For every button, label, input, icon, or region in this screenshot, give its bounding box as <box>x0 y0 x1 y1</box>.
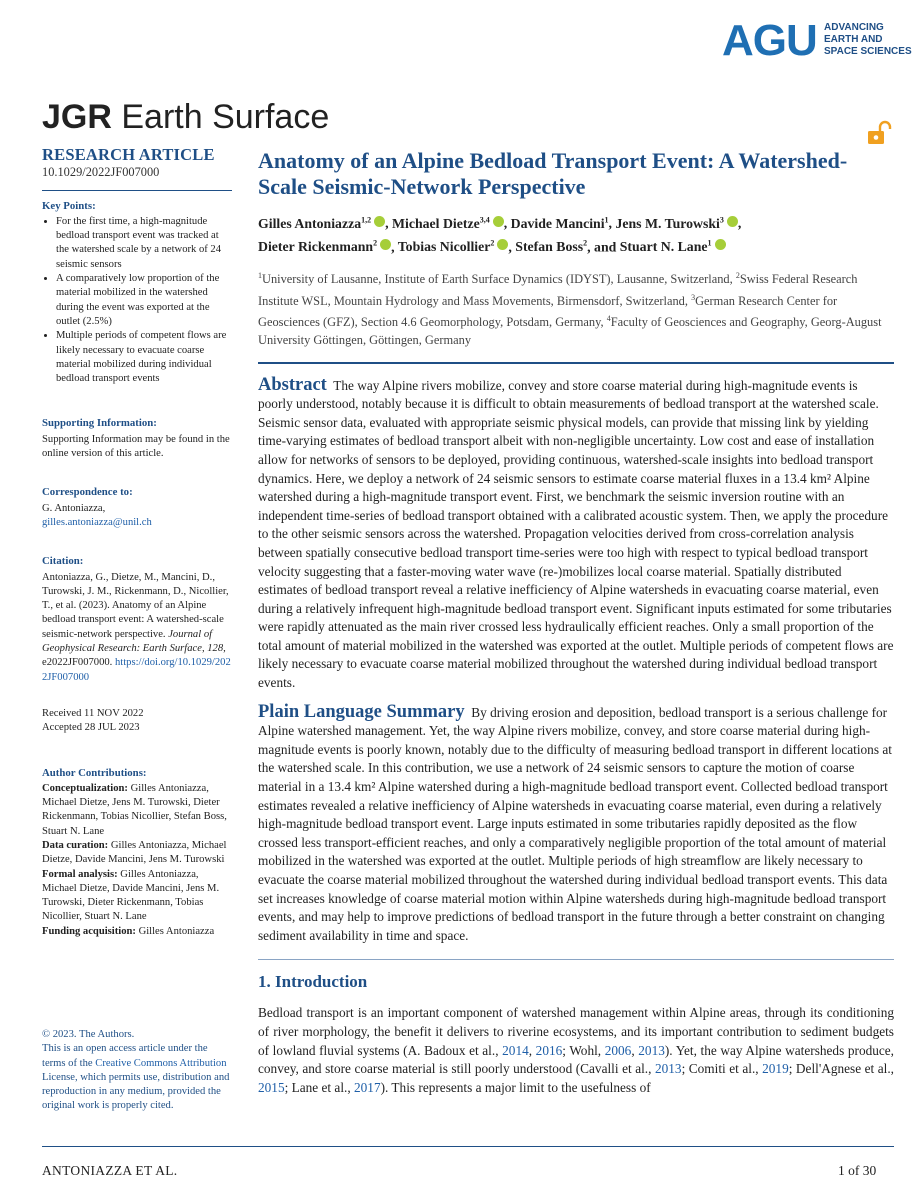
affiliation-number: 2 <box>735 271 740 281</box>
contribution-names: Gilles Antoniazza <box>138 925 215 937</box>
author[interactable] <box>511 216 609 231</box>
orcid-icon[interactable] <box>493 216 504 227</box>
author[interactable] <box>392 216 504 231</box>
author[interactable] <box>258 216 385 231</box>
header-divider <box>258 362 894 364</box>
contribution-names: Gilles Antoniazza, Michael Dietze, Jens M. Turowski, Dieter Rickenmann, Tobias Nicollier, Stefan Boss, Stuart N. Lane <box>42 782 227 837</box>
citation-doi-link[interactable]: https://doi.org/10.1029/2022JF007000 <box>42 657 231 683</box>
author-name: Tobias Nicollier <box>397 239 491 255</box>
license-link[interactable]: Creative Commons Attribution <box>95 1057 227 1069</box>
introduction-text: , <box>631 1042 639 1058</box>
introduction-heading: 1. Introduction <box>258 972 368 992</box>
introduction-text: ; Comiti et al., <box>681 1061 763 1077</box>
correspondence-name: G. Antoniazza, <box>42 502 106 514</box>
agu-tagline <box>824 22 914 58</box>
key-point: • Multiple periods of competent flows are likely necessary to evacuate coarse material mobilized during individual bedload transport events <box>56 329 232 386</box>
contribution-item <box>42 868 232 925</box>
contribution-role: Conceptualization: <box>42 782 128 794</box>
license-notice <box>42 1028 232 1114</box>
agu-logo-text: AGU <box>722 16 817 65</box>
orcid-icon[interactable] <box>374 216 385 227</box>
contribution-item <box>42 925 232 939</box>
citation-link[interactable]: 2006 <box>604 1042 632 1058</box>
correspondence-heading: Correspondence to: <box>42 486 133 499</box>
citation-link[interactable]: 2019 <box>762 1061 789 1077</box>
introduction-text: Bedload transport is an important component of watershed management within Alpine areas, through its conditioning of river morphology, the benefit it delivers to riverine ecosystems, and its important contribution to sediment budgets of lowland fluvial systems (A. Badoux et al., <box>258 1005 894 1058</box>
author-name: Gilles Antoniazza <box>258 215 362 231</box>
license-text: License, which permits use, distribution and reproduction in any medium, provided the original work is properly cited. <box>42 1071 230 1112</box>
agu-logo <box>720 14 910 74</box>
contribution-names: Gilles Antoniazza, Michael Dietze, Davide Mancini, Jens M. Turowski <box>42 839 227 866</box>
main-column <box>258 148 894 1097</box>
orcid-icon[interactable] <box>497 239 508 250</box>
contribution-names: Gilles Antoniazza, Michael Dietze, Davide Mancini, Jens M. Turowski, Dieter Rickenmann, Tobias Nicollier, Stuart N. Lane <box>42 868 220 923</box>
open-access-lock-icon <box>866 120 892 146</box>
citation-body: Antoniazza, G., Dietze, M., Mancini, D., Turowski, J. M., Rickenmann, D., Nicollier, T., et al. (2023). Anatomy of an Alpine bedload transport event: A watershed-scale seismic-network perspective. <box>42 571 229 640</box>
citation-text <box>42 571 232 685</box>
affiliation-number: 4 <box>606 314 611 324</box>
journal-title-bold: JGR <box>42 98 112 136</box>
section-divider <box>258 959 894 960</box>
author[interactable] <box>515 239 587 254</box>
affiliation-text: German Research Center for Geosciences (GFZ), Section 4.6 Geomorphology, Potsdam, Germany, <box>258 293 838 330</box>
orcid-icon[interactable] <box>380 239 391 250</box>
accepted-date: Accepted 28 JUL 2023 <box>42 722 140 734</box>
citation-link[interactable]: 2017 <box>354 1079 381 1095</box>
author[interactable] <box>258 239 391 254</box>
contribution-role: Data curation: <box>42 839 109 851</box>
key-point: • For the first time, a high-magnitude bedload transport event was tracked at the watershed scale by a network of 24 seismic sensors <box>56 215 232 272</box>
author-affiliation-mark: 3,4 <box>479 215 490 224</box>
key-points-list <box>42 215 232 387</box>
author-name: Stefan Boss <box>515 239 584 255</box>
license-copyright: © 2023. The Authors. <box>42 1029 135 1040</box>
orcid-icon[interactable] <box>727 216 738 227</box>
author-affiliation-mark: 2 <box>583 238 588 248</box>
introduction-text: ; Lane et al., <box>284 1079 354 1095</box>
license-body <box>42 1042 232 1113</box>
author-affiliation-mark: 3 <box>719 215 724 224</box>
running-head: ANTONIAZZA ET AL. <box>42 1163 178 1178</box>
contribution-item <box>42 839 232 868</box>
introduction-text: ; Dell'Agnese et al., <box>788 1061 894 1077</box>
author-name: Jens M. Turowski <box>615 215 720 231</box>
contribution-item <box>42 782 232 839</box>
affiliations <box>258 267 894 349</box>
article-type: RESEARCH ARTICLE <box>42 145 215 164</box>
abstract <box>258 376 894 693</box>
supporting-heading: Supporting Information: <box>42 417 157 430</box>
sidebar-divider <box>42 190 232 191</box>
correspondence-email-link[interactable]: gilles.antoniazza@unil.ch <box>42 516 152 528</box>
author-affiliation-mark: 2 <box>373 238 378 248</box>
contribution-role: Funding acquisition: <box>42 925 136 937</box>
orcid-icon[interactable] <box>715 239 726 250</box>
author-affiliation-mark: 2 <box>490 238 495 248</box>
affiliation-number: 1 <box>258 271 262 281</box>
author-affiliation-mark: 1 <box>604 215 609 224</box>
citation-link[interactable]: 2013 <box>654 1061 682 1077</box>
received-date: Received 11 NOV 2022 <box>42 707 144 719</box>
key-points-heading: Key Points: <box>42 199 96 212</box>
abstract-heading: Abstract <box>258 374 327 395</box>
citation-heading: Citation: <box>42 555 84 568</box>
author[interactable] <box>398 239 509 254</box>
citation-journal: Journal of Geophysical Research: Earth Surface <box>42 628 213 655</box>
citation-article-id: e2022JF007000. <box>42 657 113 669</box>
contribution-role: Formal analysis: <box>42 868 118 880</box>
pls-heading: Plain Language Summary <box>258 701 465 722</box>
citation-volume: , 128, <box>201 643 226 655</box>
introduction-paragraph <box>258 1004 894 1097</box>
agu-tagline-line: SPACE SCIENCES <box>824 46 912 57</box>
author-list: Gilles Antoniazza$^{1,2}$ , Michael Dietze$^{3,4}$ , Davide Mancini$^1$, Jens M. Turowski$^3$ , Dieter Rickenmann$^2$ , Tobias Nicollier$^2$ , Stefan Boss$^2$, and Stuart N. Lane$^1$ <box>258 215 742 255</box>
key-point: • A comparatively low proportion of the material mobilized in the watershed during the event was exported at the outlet (2.5%) <box>56 272 232 329</box>
agu-tagline-line: EARTH AND <box>824 34 883 45</box>
citation-link[interactable]: 2013 <box>638 1042 665 1058</box>
citation-link[interactable]: 2014 <box>502 1042 529 1058</box>
affiliation-text: University of Lausanne, Institute of Earth Surface Dynamics (IDYST), Lausanne, Switzerland, <box>262 272 736 287</box>
agu-tagline-line: ADVANCING <box>824 22 884 33</box>
article-doi[interactable]: 10.1029/2022JF007000 <box>42 165 160 180</box>
author-name: Dieter Rickenmann <box>258 239 374 255</box>
contributions-heading: Author Contributions: <box>42 766 147 779</box>
introduction-text: ). Yet, the way Alpine watersheds produce, convey, and store coarse material is still poorly understood (Cavalli et al., <box>258 1042 895 1077</box>
introduction-text: , <box>528 1042 536 1058</box>
affiliation-number: 3 <box>691 292 696 302</box>
abstract-text: The way Alpine rivers mobilize, convey and store coarse material during high-magnitude events is poorly understood, notably because it is difficult to obtain measurements of bedload transport at the watershed scale. Seismic sensor data, evaluated with appropriate seismic physical models, can provide that missing link by yielding time-varying estimates of bedload transport albeit with non-negligible uncertainty. Low cost and ease of installation allow for networks of sensors to be deployed, providing continuous, watershed-scale insights into bedload transport dynamics. Here, we deploy a network of 24 seismic sensors to estimate coarse material fluxes in a 13.4 km² Alpine watershed during a high-magnitude transport event. First, we benchmark the seismic inversion routine with an independent time-series of bedload transport obtained with a calibrated acoustic system. Then, we apply the procedure to the other seismic sensors across the watershed. Propagation velocities derived from cross-correlation analysis between spatially consecutive bedload transport time-series were too high with respect to typical bedload transport velocity suggesting that a faster-moving water wave (re-)mobilizes local coarse material. Spatially distributed estimates of bedload transport reveal a relative inefficiency of Alpine watersheds in evacuating coarse material, even during a relatively infrequent high-magnitude bedload transport event. Significant inputs estimated for some tributaries were rapidly attenuated as the main river crossed less hydraulically efficient reaches. Only a small proportion of the total amount of material mobilized in the watershed was exported at the outlet. Multiple periods of competent flows are likely necessary to evacuate coarse material mobilized throughout the watershed during individual bedload transport events. <box>258 377 894 691</box>
license-text: This is an open access article under the terms of the <box>42 1043 208 1069</box>
supporting-text: Supporting Information may be found in the online version of this article. <box>42 433 230 460</box>
introduction-text: ; Wohl, <box>562 1042 605 1058</box>
journal-title <box>42 98 329 137</box>
author-affiliation-mark: 1,2 <box>361 215 372 224</box>
article-title: Anatomy of an Alpine Bedload Transport Event: A Watershed-Scale Seismic-Network Perspective <box>258 148 848 199</box>
affiliation-text: Faculty of Geosciences and Geography, Georg-August University Göttingen, Göttingen, Germany <box>258 315 882 348</box>
author-name: Davide Mancini <box>510 215 605 231</box>
pls-text: By driving erosion and deposition, bedload transport is a serious challenge for Alpine watershed management. Yet, the way Alpine rivers mobilize, convey, and store coarse material during high-magnitude events is poorly known, notably due to the difficulty of measuring bedload transport in different locations at the watershed scale. In this contribution, we use a network of 24 seismic sensors to capture the motion of coarse material in a 13.4 km² Alpine watershed during a high-magnitude bedload transport event. Collected bedload transport estimates revealed a relative inefficiency of Alpine watersheds in evacuating coarse material, even during a relatively high-magnitude bedload transport event. Large inputs estimated in some tributaries rapidly deposited as the flow crossed less transport-efficient reaches, and only a comparatively negligible proportion of the total amount of material mobilized in the watershed was exported at the outlet. Multiple periods of high streamflow are likely necessary to evacuate the coarse material mobilized throughout the watershed during individual bedload transport events. This data set increases knowledge of coarse material motion within Alpine watersheds during high-magnitude bedload transport events, and may help to improve predictions of bedload transport in the future through a better constraint on changing sediment availability in time and space. <box>258 704 892 943</box>
citation-link[interactable]: 2015 <box>258 1079 285 1095</box>
footer-divider <box>42 1146 894 1147</box>
author[interactable] <box>615 216 737 231</box>
author-name: Stuart N. Lane <box>619 239 708 255</box>
affiliation-text: Swiss Federal Research Institute WSL, Mountain Hydrology and Mass Movements, Birmensdorf, Switzerland, <box>258 272 858 308</box>
author-name: Michael Dietze <box>392 215 480 231</box>
page-number: 1 of 30 <box>838 1163 877 1178</box>
author-affiliation-mark: 1 <box>707 238 712 248</box>
author[interactable] <box>620 239 726 254</box>
sidebar <box>42 145 232 939</box>
journal-title-rest: Earth Surface <box>111 98 330 136</box>
citation-link[interactable]: 2016 <box>535 1042 563 1058</box>
introduction-text: ). This represents a major limit to the usefulness of <box>380 1079 651 1095</box>
plain-language-summary <box>258 703 894 946</box>
